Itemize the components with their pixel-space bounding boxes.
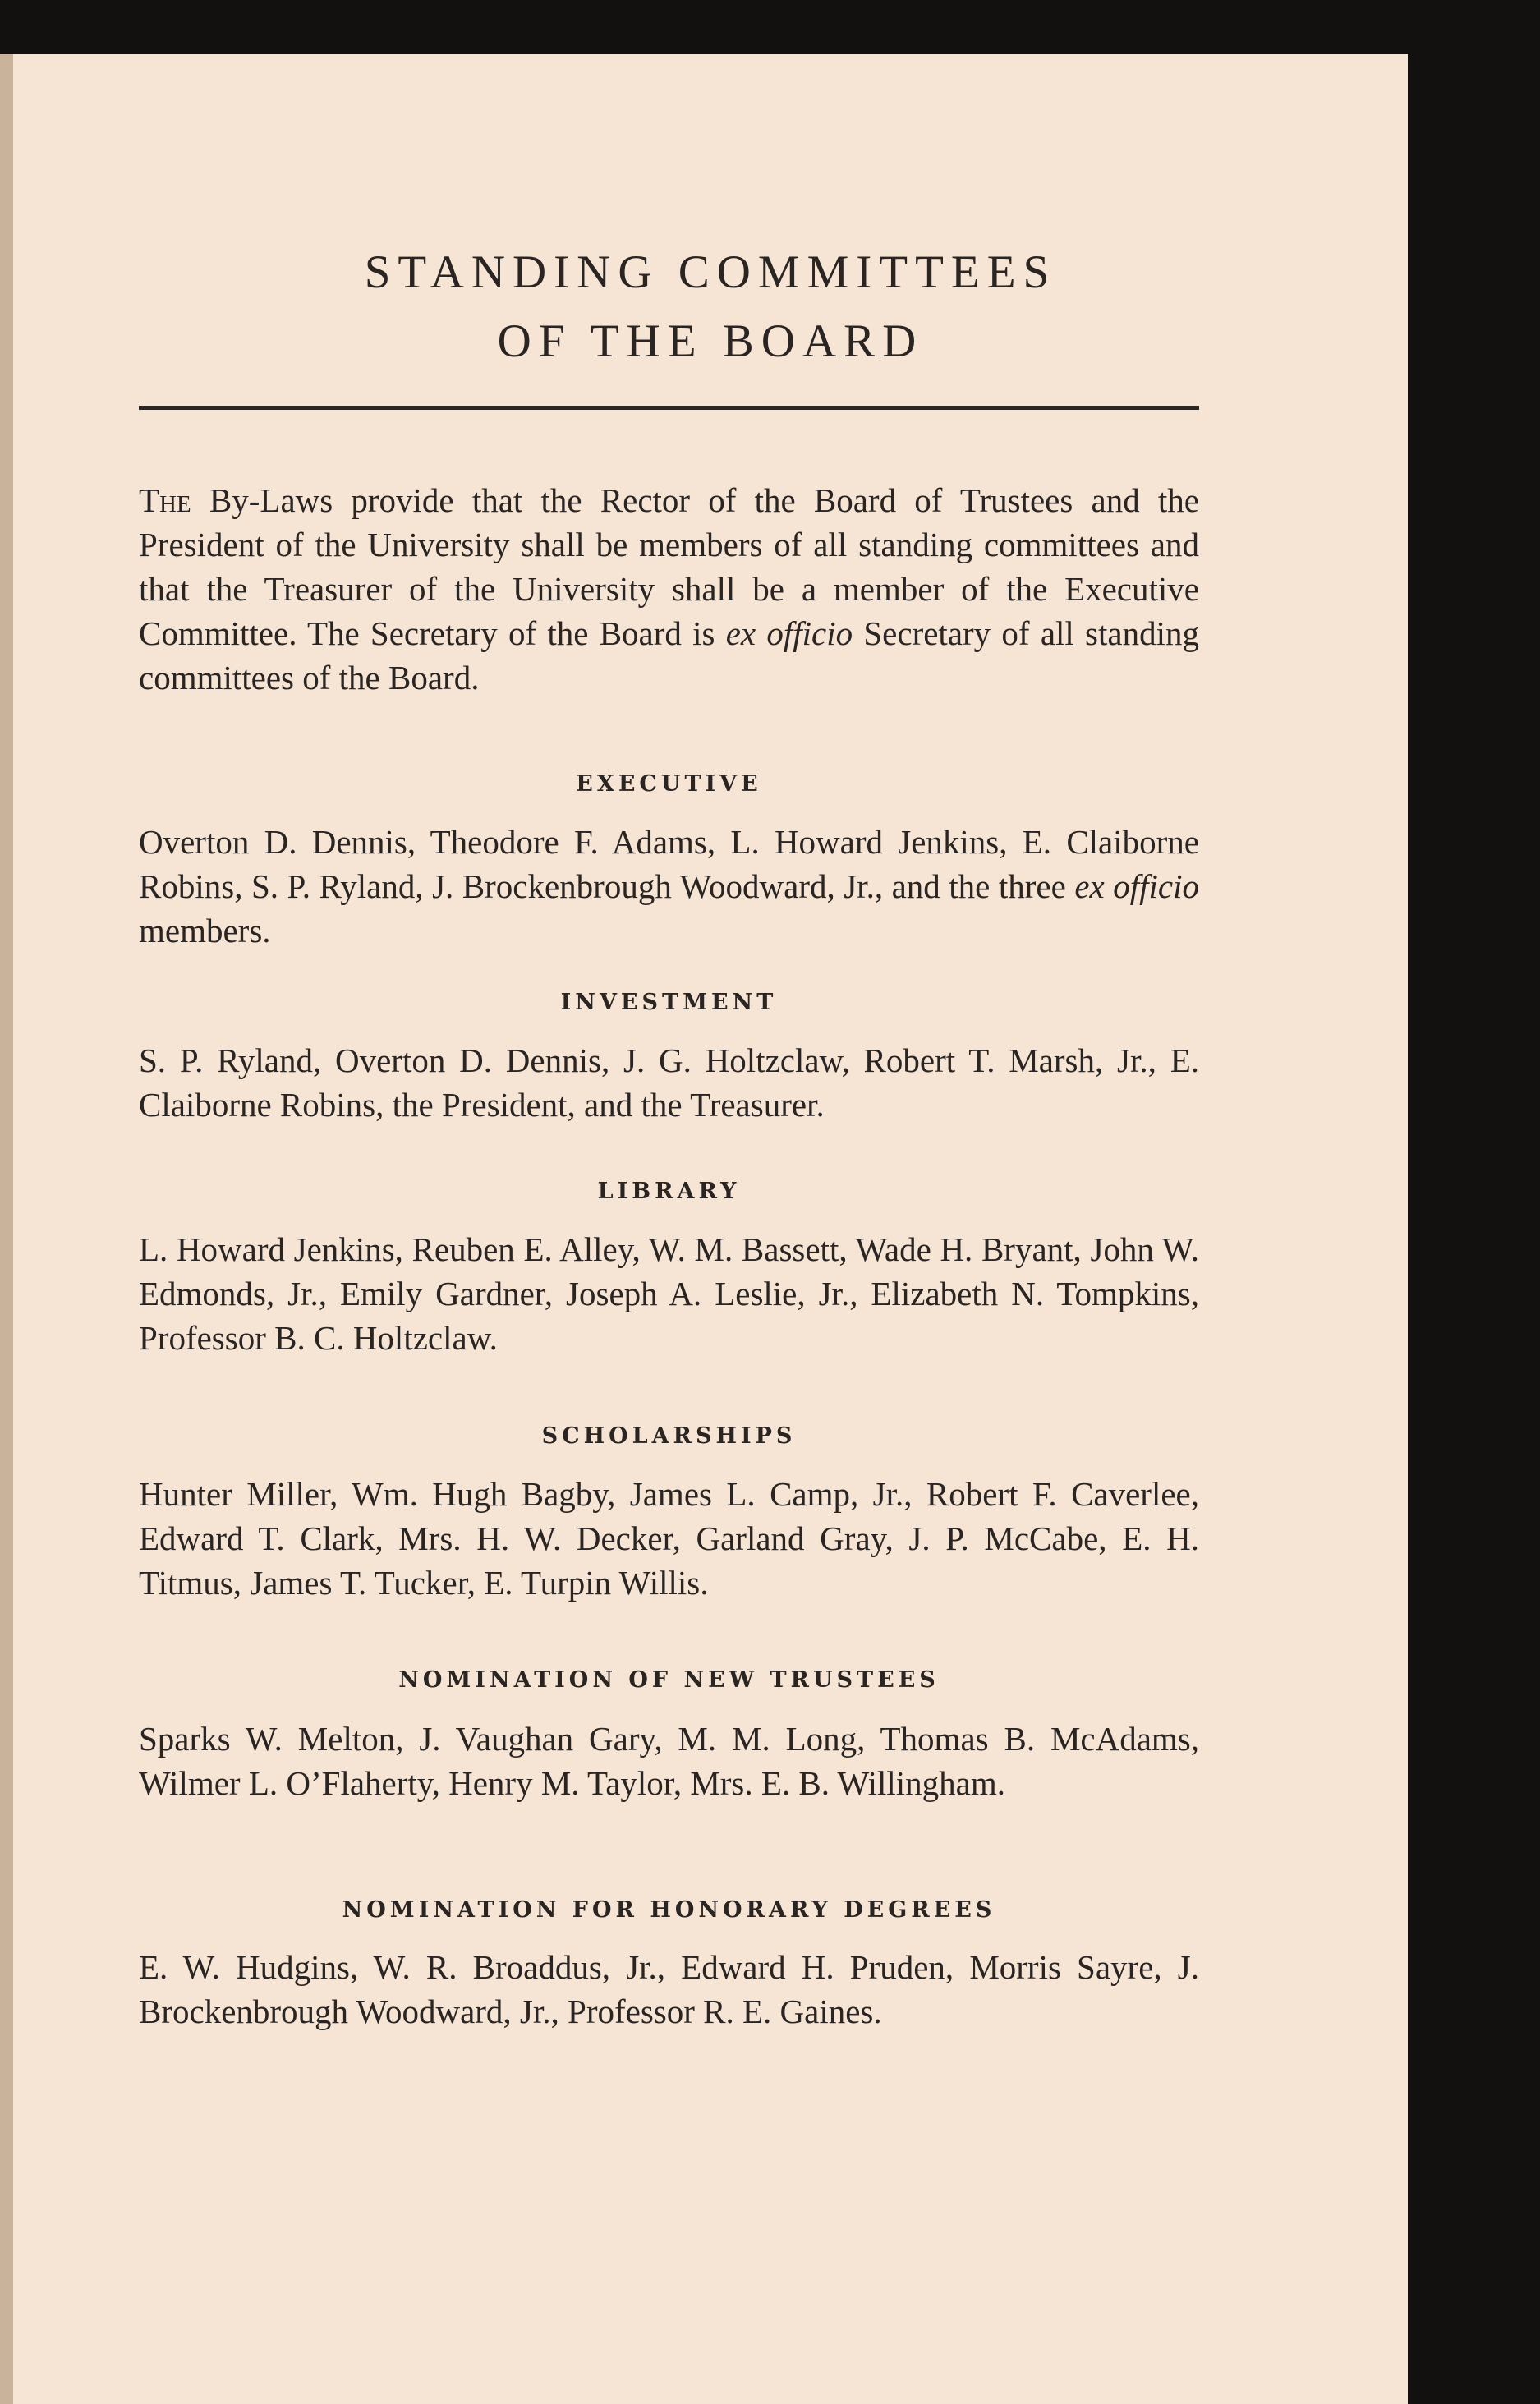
intro-text-part-2: Secretary of all standing committees of the Board. <box>139 614 1199 696</box>
intro-paragraph <box>139 478 1199 700</box>
page-title-line-2: OF THE BOARD <box>497 315 924 367</box>
intro-text-part-1: By-Laws provide that the Rector of the Board of Trustees and the President of the University shall be members of all standing committees and that the Treasurer of the University shall be a member of the Executive Committee. The Secretary of the Board is <box>139 481 1199 652</box>
committee-members-library: L. Howard Jenkins, Reuben E. Alley, W. M. Bassett, Wade H. Bryant, John W. Edmonds, Jr., Emily Gardner, Joseph A. Leslie, Jr., Elizabeth N. Tompkins, Professor B. C. Holtzclaw. <box>139 1230 1199 1357</box>
committee-heading-library: LIBRARY <box>597 1179 741 1204</box>
committee-heading-new-trustees: NOMINATION OF NEW TRUSTEES <box>398 1667 940 1693</box>
committee-members-honorary-degrees: E. W. Hudgins, W. R. Broaddus, Jr., Edward H. Pruden, Morris Sayre, J. Brockenbrough Woodward, Jr., Professor R. E. Gaines. <box>139 1948 1199 2030</box>
committee-members-investment: S. P. Ryland, Overton D. Dennis, J. G. Holtzclaw, Robert T. Marsh, Jr., E. Claiborne Robins, the President, and the Treasurer. <box>139 1041 1199 1124</box>
document-page <box>13 54 1408 2404</box>
committee-heading-executive: EXECUTIVE <box>576 771 762 797</box>
committee-heading-investment: INVESTMENT <box>560 990 778 1015</box>
committee-heading-honorary-degrees: NOMINATION FOR HONORARY DEGREES <box>342 1897 996 1923</box>
committee-members-executive <box>139 820 1199 953</box>
title-rule <box>139 406 1199 410</box>
committee-heading-scholarships: SCHOLARSHIPS <box>541 1423 797 1449</box>
committee-members-text: Overton D. Dennis, Theodore F. Adams, L. Howard Jenkins, E. Claiborne Robins, S. P. Ryland, J. Brockenbrough Woodward, Jr., and the three <box>139 823 1199 905</box>
page-edge <box>0 54 13 2404</box>
committee-italic-term: ex officio <box>1074 867 1199 905</box>
page-title <box>13 238 1408 376</box>
intro-lead-word: The <box>139 481 191 519</box>
committee-members-tail: members. <box>139 912 271 949</box>
committee-members-new-trustees: Sparks W. Melton, J. Vaughan Gary, M. M. Long, Thomas B. McAdams, Wilmer L. O’Flaherty, Henry M. Taylor, Mrs. E. B. Willingham. <box>139 1720 1199 1802</box>
page-title-line-1: STANDING COMMITTEES <box>364 246 1057 298</box>
committee-members-scholarships: Hunter Miller, Wm. Hugh Bagby, James L. Camp, Jr., Robert F. Caverlee, Edward T. Clark, Mrs. H. W. Decker, Garland Gray, J. P. McCabe, E. H. Titmus, James T. Tucker, E. Turpin Willis. <box>139 1475 1199 1602</box>
intro-italic-term: ex officio <box>725 614 853 652</box>
